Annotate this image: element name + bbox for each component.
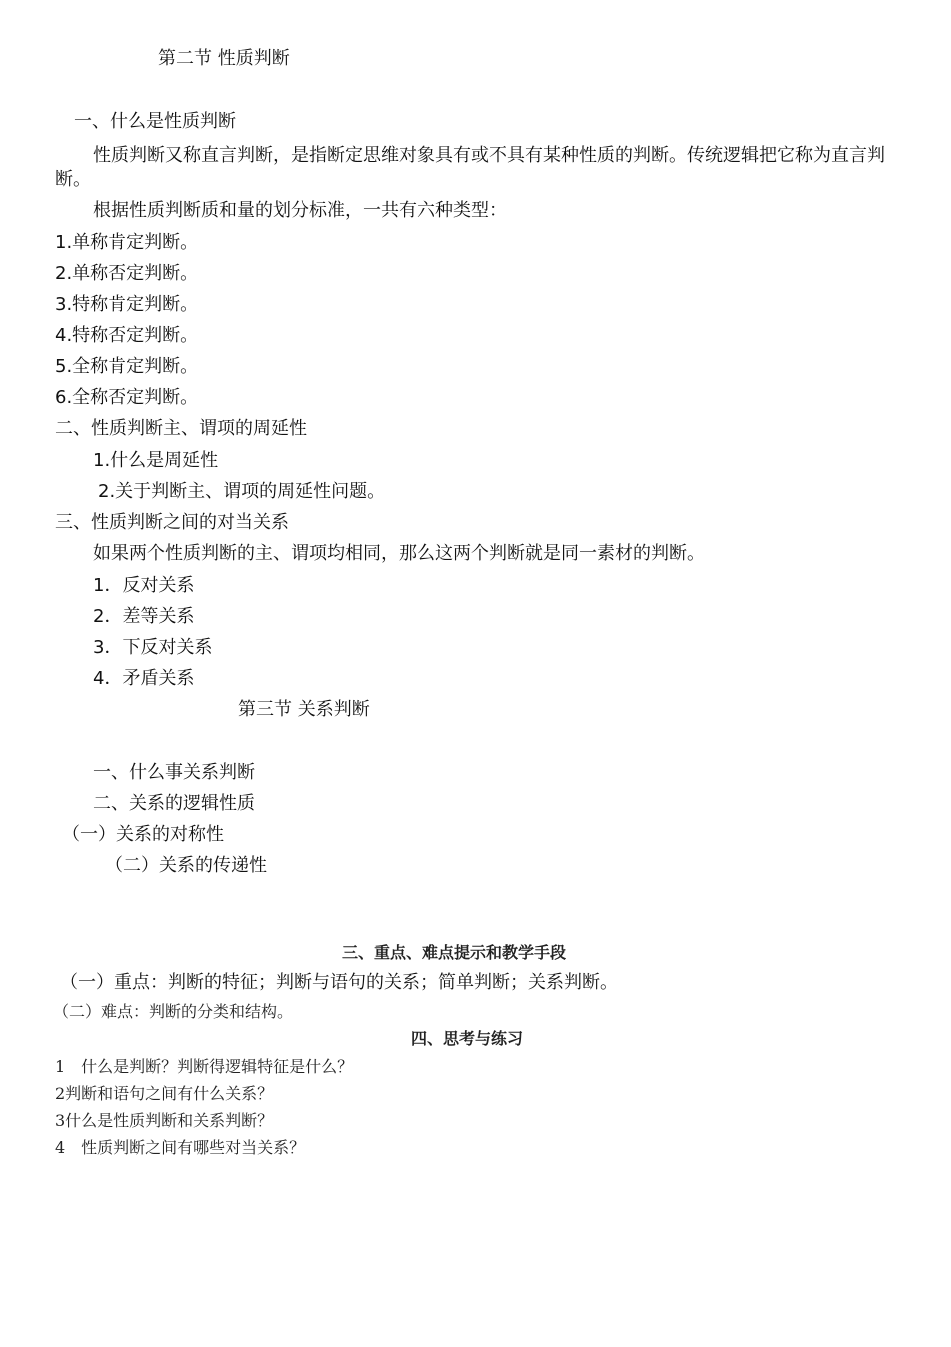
heading-distribution: 二、性质判断主、谓项的周延性 <box>55 418 307 439</box>
list-item-type: 3.特称肯定判断。 <box>55 294 199 315</box>
paragraph-same-material: 如果两个性质判断的主、谓项均相同，那么这两个判断就是同一素材的判断。 <box>93 543 705 564</box>
section2-title: 第二节 性质判断 <box>158 48 290 69</box>
section3-item: （一）关系的对称性 <box>62 824 224 845</box>
list-item-type: 4.特称否定判断。 <box>55 325 199 346</box>
section3-item: （二）关系的传递性 <box>105 855 267 876</box>
list-item-relation: 1．反对关系 <box>93 575 195 596</box>
list-item-type: 6.全称否定判断。 <box>55 387 199 408</box>
list-item-distribution: 1.什么是周延性 <box>93 450 219 471</box>
exercise-item: 1 什么是判断？判断得逻辑特征是什么？ <box>55 1057 354 1076</box>
section3-item: 一、什么事关系判断 <box>93 762 255 783</box>
exercise-item: 4 性质判断之间有哪些对当关系？ <box>55 1138 306 1157</box>
list-item-distribution: 2.关于判断主、谓项的周延性问题。 <box>98 481 386 502</box>
list-item-type: 5.全称肯定判断。 <box>55 356 199 377</box>
list-item-type: 2.单称否定判断。 <box>55 263 199 284</box>
section3-item: 二、关系的逻辑性质 <box>93 793 255 814</box>
key-points-key: （一）重点：判断的特征；判断与语句的关系；简单判断；关系判断。 <box>60 972 618 993</box>
paragraph-definition: 性质判断又称直言判断，是指断定思维对象具有或不具有某种性质的判断。传统逻辑把它称为直言判断。 <box>55 145 885 190</box>
heading-what-is-categorical: 一、什么是性质判断 <box>74 111 236 132</box>
list-item-relation: 3．下反对关系 <box>93 637 213 658</box>
exercise-item: 3什么是性质判断和关系判断？ <box>55 1111 274 1130</box>
paragraph-six-types: 根据性质判断质和量的划分标准，一共有六种类型： <box>93 200 507 221</box>
key-points-difficult: （二）难点：判断的分类和结构。 <box>53 1002 294 1021</box>
list-item-relation: 2．差等关系 <box>93 606 195 627</box>
key-points-title: 三、重点、难点提示和教学手段 <box>342 943 567 962</box>
section3-title: 第三节 关系判断 <box>238 699 370 720</box>
heading-opposition: 三、性质判断之间的对当关系 <box>55 512 289 533</box>
exercise-item: 2判断和语句之间有什么关系？ <box>55 1084 274 1103</box>
list-item-relation: 4．矛盾关系 <box>93 668 195 689</box>
list-item-type: 1.单称肯定判断。 <box>55 232 199 253</box>
exercises-title: 四、思考与练习 <box>411 1029 524 1048</box>
